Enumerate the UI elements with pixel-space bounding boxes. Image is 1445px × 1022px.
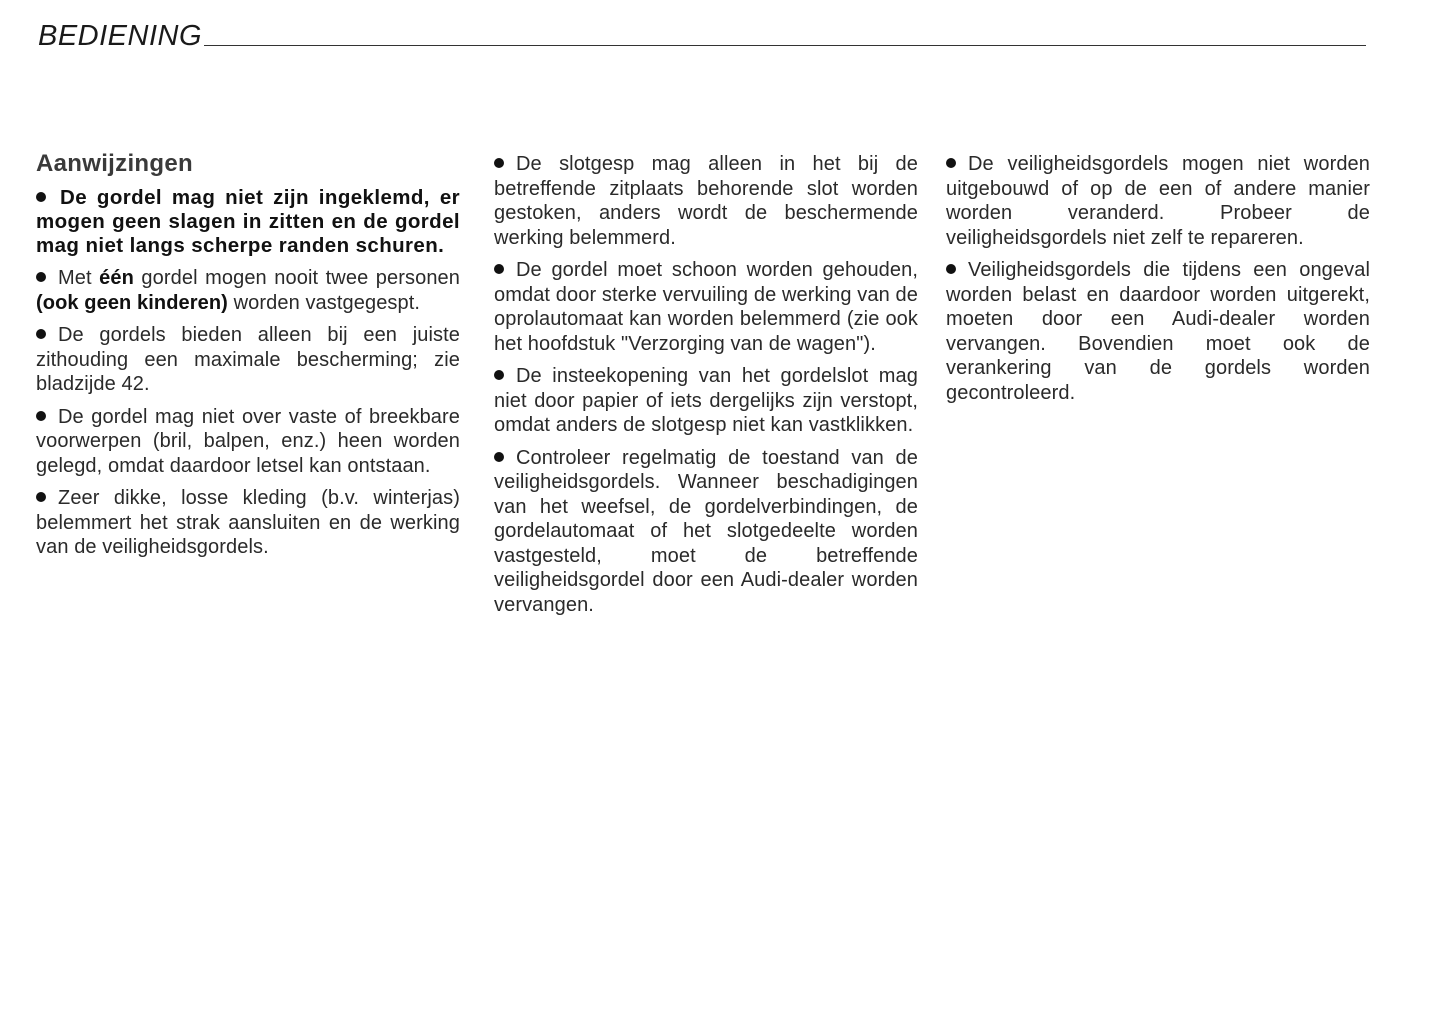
paragraph-text: De slotgesp mag alleen in het bij de betreffende zitplaats behorende slot worden gestoken, anders wordt de beschermende werking belemmerd. xyxy=(494,153,918,249)
column-right xyxy=(946,152,1370,413)
bullet-icon xyxy=(36,329,46,339)
warning-paragraph xyxy=(36,186,460,258)
column-middle xyxy=(494,152,918,625)
bullet-icon xyxy=(36,192,46,202)
bullet-icon xyxy=(36,411,46,421)
paragraph xyxy=(36,486,460,560)
paragraph xyxy=(36,405,460,479)
bullet-icon xyxy=(946,158,956,168)
emphasis-text: (ook geen kinderen) xyxy=(36,291,228,314)
paragraph-text: Controleer regelmatig de toestand van de veiligheidsgordels. Wanneer beschadigingen van het weefsel, de gordelverbindingen, de gordelautomaat of het slotgedeelte worden vastgesteld, moet de betreffende veiligheidsgordel door een Audi-dealer worden vervangen. xyxy=(494,446,918,616)
paragraph-text: De gordel moet schoon worden gehouden, omdat door sterke vervuiling de werking van de oprolautomaat kan worden belemmerd (zie ook het hoofdstuk "Verzorging van de wagen"). xyxy=(494,259,918,355)
bullet-icon xyxy=(494,264,504,274)
page-header xyxy=(38,18,1366,58)
paragraph-text: De gordel mag niet zijn ingeklemd, er mogen geen slagen in zitten en de gordel mag niet langs scherpe randen schuren. xyxy=(36,186,460,257)
paragraph-text: Met xyxy=(58,267,100,289)
bullet-icon xyxy=(494,370,504,380)
paragraph-text: De veiligheidsgordels mogen niet worden uitgebouwd of op de een of andere manier worden veranderd. Probeer de veiligheidsgordels niet zelf te repareren. xyxy=(946,153,1370,249)
paragraph xyxy=(494,258,918,356)
bullet-icon xyxy=(36,272,46,282)
paragraph xyxy=(494,364,918,438)
bullet-icon xyxy=(36,492,46,502)
paragraph-text: De gordels bieden alleen bij een juiste zithouding een maximale bescherming; zie bladzijde 42. xyxy=(36,324,460,395)
paragraph-text: worden vastgegespt. xyxy=(227,291,421,314)
emphasis-text: één xyxy=(99,267,134,289)
paragraph xyxy=(36,266,460,315)
bullet-icon xyxy=(494,452,504,462)
paragraph xyxy=(494,446,918,618)
paragraph xyxy=(946,258,1370,405)
paragraph-text: De insteekopening van het gordelslot mag niet door papier of iets dergelijks zijn verstopt, omdat anders de slotgesp niet kan vastklikken. xyxy=(494,365,918,436)
paragraph-text: De gordel mag niet over vaste of breekbare voorwerpen (bril, balpen, enz.) heen worden gelegd, omdat daardoor letsel kan ontstaan. xyxy=(36,405,460,477)
paragraph xyxy=(36,323,460,397)
paragraph-text: Zeer dikke, losse kleding (b.v. winterjas) belemmert het strak aansluiten en de werking van de veiligheidsgordels. xyxy=(36,487,460,558)
paragraph xyxy=(494,152,918,250)
notes-heading: Aanwijzingen xyxy=(36,150,193,177)
bullet-icon xyxy=(946,264,956,274)
paragraph-text: gordel mogen nooit twee personen xyxy=(133,267,460,289)
paragraph xyxy=(946,152,1370,250)
column-left xyxy=(36,150,460,568)
header-rule xyxy=(204,45,1366,46)
bullet-icon xyxy=(494,158,504,168)
section-title: BEDIENING xyxy=(38,20,203,52)
paragraph-text: Veiligheidsgordels die tijdens een ongeval worden belast en daardoor worden uitgerekt, moeten door een Audi-dealer worden vervangen. Bovendien moet ook de verankering van de gordels worden gecontroleerd. xyxy=(946,259,1370,404)
